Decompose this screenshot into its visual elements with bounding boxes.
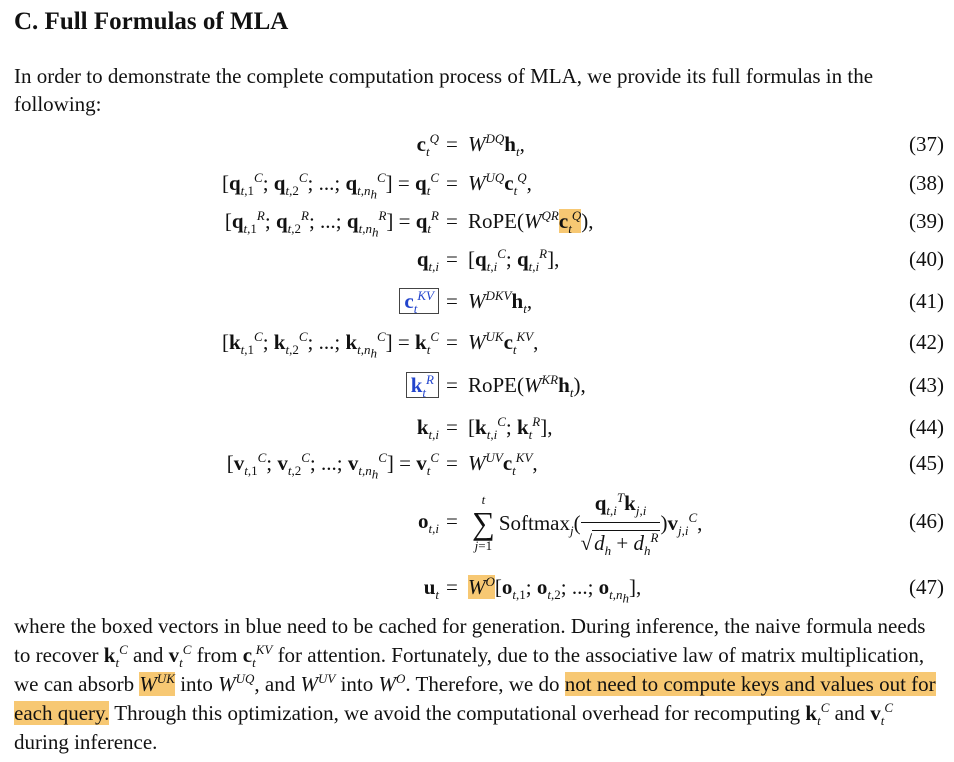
equation-rhs: $W^{UQ}c_t^Q$, [468,170,532,199]
equation-41: $c_t^{KV}$ = $W^{DKV}h_t$, (41) [0,284,954,318]
equation-rhs: $W^{UK}c_t^{KV}$, [468,329,539,358]
equation-number: (47) [909,575,944,599]
equation-lhs: [$q_{t,1}^C$; $q_{t,2}^C$; ...; $q_{t,n_h}^C] = q_t^C$ [221,170,439,202]
equation-number: (38) [909,171,944,195]
equation-number: (39) [909,209,944,233]
equation-lhs: $u_t$ [423,575,439,603]
equation-42: [$k_{t,1}^C$; $k_{t,2}^C$; ...; $k_{t,n_h}^C] = k_t^C$ = $W^{UK}c_t^{KV}$, (42) [0,325,954,359]
equation-45: [$v_{t,1}^C$; $v_{t,2}^C$; ...; $v_{t,n_h}^C] = v_t^C$ = $W^{UV}c_t^{KV}$, (45) [0,446,954,480]
equation-number: (40) [909,247,944,271]
equation-rhs: $W^{DQ}h_t$, [468,131,525,160]
summation: t ∑ j=1 [472,492,495,553]
cached-vector-box: $k_t^R$ [406,372,439,398]
equation-number: (45) [909,451,944,475]
equation-lhs: $k_{t,i}$ [416,415,439,443]
explanation-paragraph: where the boxed vectors in blue need to be cached for generation. During inference, the naive formula needs to recover $k_t^C$ and $v_t^C$ from $c_t^{KV}$ for attention. Fortunately, due to the associative law of matrix multiplication, we can absorb $W^{UK}$ into $W^{UQ}$, and $W^{UV}$ into $W^O$. Therefore, we do not need to compute keys and values out for each query. Through this optimization, we avoid the computational overhead for recomputing $k_t^C$ and $v_t^C$ during inference. [14,614,936,754]
highlight: $W^{UK}$ [139,671,175,696]
equation-lhs: [$q_{t,1}^R$; $q_{t,2}^R$; ...; $q_{t,n_h}^R] = q_t^R$ [224,208,439,240]
equation-43: $k_t^R$ = $RoPE(W^{KR}h_t)$, (43) [0,368,954,402]
equation-rhs: $RoPE(W^{KR}h_t)$, [468,372,586,401]
equation-number: (44) [909,415,944,439]
equation-rhs: $W^O[o_{t,1}$; $o_{t,2}$; ...; $o_{t,n_h}$], [468,574,642,606]
intro-paragraph: In order to demonstrate the complete computation process of MLA, we provide its full formulas in the following: [14,64,874,116]
equation-number: (46) [909,509,944,533]
equation-44: $k_{t,i}$ = [$k_{t,i}^C$; $k_t^R$], (44) [0,410,954,444]
cached-vector-box: $c_t^{KV}$ [399,288,439,314]
equation-lhs: [$k_{t,1}^C$; $k_{t,2}^C$; ...; $k_{t,n_h}^C] = k_t^C$ [221,329,439,361]
equation-38: [$q_{t,1}^C$; $q_{t,2}^C$; ...; $q_{t,n_h}^C] = q_t^C$ = $W^{UQ}c_t^Q$, (38) [0,166,954,200]
equation-39: [$q_{t,1}^R$; $q_{t,2}^R$; ...; $q_{t,n_h}^R] = q_t^R$ = $RoPE(W^{QR}c_t^Q)$, (39) [0,204,954,238]
highlight: $c_t^Q$ [558,208,582,237]
equation-rhs: [$k_{t,i}^C$; $k_t^R$], [468,414,553,443]
equation-rhs: $W^{UV}c_t^{KV}$, [468,450,538,479]
equation-37: $c_t^Q$ = $W^{DQ}h_t$, (37) [0,127,954,161]
equation-46: $o_{t,i}$ = t ∑ j=1 Softmax$_j$( $\frac{q_{t,i}^Tk_{j,i}}{√d_h + d_h^R}$ )$v_{j,i}^C$, (46) [0,486,954,556]
equation-lhs [399,284,439,318]
section-heading: C. Full Formulas of MLA [14,8,289,35]
equation-rhs: $W^{DKV}h_t$, [468,288,533,317]
equation-lhs: [$v_{t,1}^C$; $v_{t,2}^C$; ...; $v_{t,n_h}^C] = v_t^C$ [226,450,439,482]
equation-number: (43) [909,373,944,397]
equation-number: (41) [909,289,944,313]
equation-lhs: $c_t^Q$ [416,131,439,160]
equation-rhs: t ∑ j=1 Softmax$_j$( $\frac{q_{t,i}^Tk_{j,i}}{√d_h + d_h^R}$ )$v_{j,i}^C$, [468,486,702,560]
equation-47: $u_t$ = $W^O[o_{t,1}$; $o_{t,2}$; ...; $o_{t,n_h}$], (47) [0,570,954,604]
equation-number: (42) [909,330,944,354]
highlight: $W^O$ [468,574,495,599]
fraction: $\frac{q_{t,i}^Tk_{j,i}}{√d_h + d_h^R}$ [581,486,661,560]
equation-number: (37) [909,132,944,156]
equation-rhs: [$q_{t,i}^C$; $q_{t,i}^R$], [468,246,560,275]
equation-40: $q_{t,i}$ = [$q_{t,i}^C$; $q_{t,i}^R$], (40) [0,242,954,276]
equation-rhs: $RoPE(W^{QR}c_t^Q)$, [468,208,594,237]
equation-lhs: $q_{t,i}$ [416,247,439,275]
equation-lhs: $o_{t,i}$ [418,509,439,537]
highlighted-sentence: not need to compute keys and values out for each query. [14,672,936,725]
equation-lhs [406,368,439,402]
